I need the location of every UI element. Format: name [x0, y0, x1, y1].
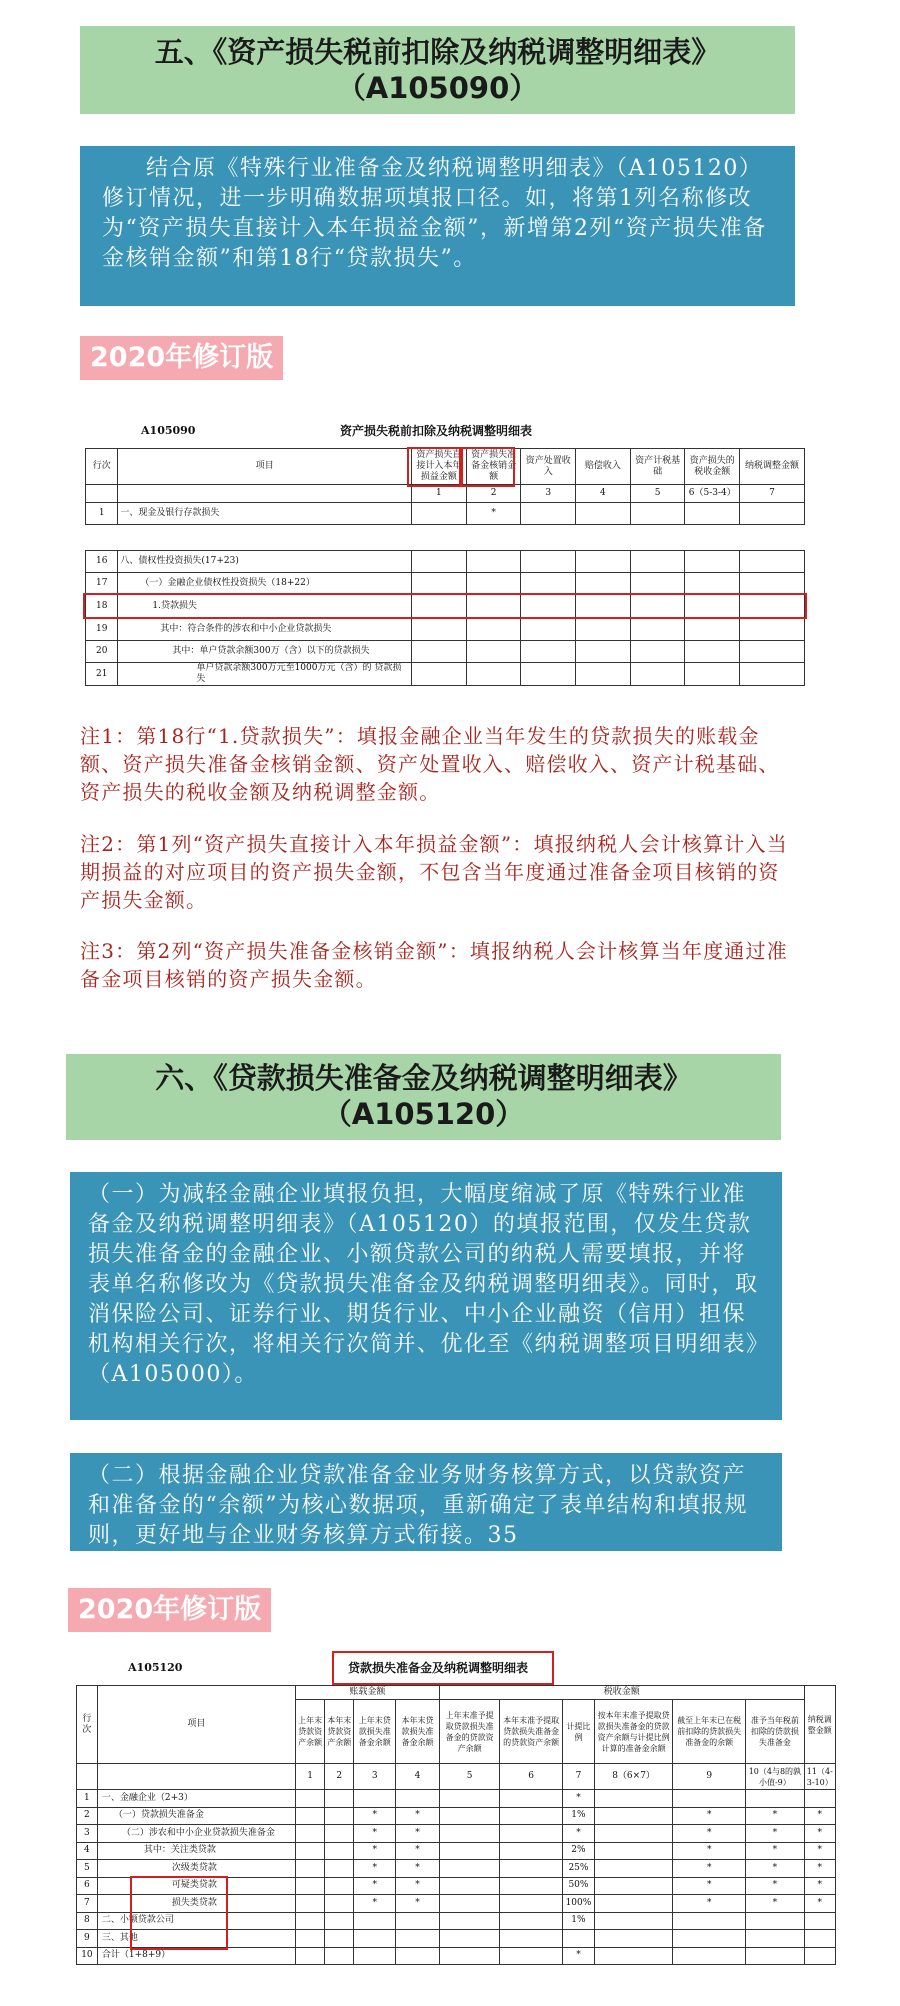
col-header-row-no: 行次	[86, 449, 118, 485]
form-a105090	[85, 420, 805, 690]
table-row: 8 二、小额贷款公司 1%	[77, 1912, 836, 1930]
col-number: 3	[521, 485, 576, 503]
table-row: 21 单户贷款余额300万元至1000万元（含）的 贷款损失	[86, 663, 805, 686]
form-a105120-title: 贷款损失准备金及纳税调整明细表	[348, 1661, 529, 1675]
group-header-book: 账载金额	[296, 1686, 440, 1700]
section6-revision-tag: 2020年修订版	[68, 1588, 271, 1632]
section6-title-banner	[66, 1054, 781, 1140]
col-header-3: 资产处置收入	[521, 449, 576, 485]
table-row: 6 可疑类贷款 * * 50% * * *	[77, 1877, 836, 1895]
highlight-col2	[461, 447, 515, 487]
table-row: 20 其中：单户贷款余额300万（含）以下的贷款损失	[86, 641, 805, 663]
note-3: 注3：第2列“资产损失准备金核销金额”：填报纳税人会计核算当年度通过准备金项目核销的资产损失金额。	[80, 939, 788, 991]
form-a105090-code: A105090	[141, 424, 196, 437]
highlight-col1	[407, 447, 461, 487]
table-row: 1 一、现金及银行存款损失 *	[86, 503, 805, 525]
col-number: 5	[630, 485, 685, 503]
table-row: 4 其中：关注类贷款 * * 2% * * *	[77, 1842, 836, 1860]
section5-title: 五、《资产损失税前扣除及纳税调整明细表》	[154, 35, 721, 69]
table-row: 17 （一）金融企业债权性投资损失（18+22）	[86, 573, 805, 595]
col-header-row-no: 行次	[77, 1686, 98, 1764]
note-2: 注2：第1列“资产损失直接计入本年损益金额”：填报纳税人会计核算计入当期损益的对应项目的资产损失金额，不包含当年度通过准备金项目核销的资产损失金额。	[80, 832, 788, 912]
form-a105120-code: A105120	[128, 1661, 183, 1674]
form-a105120-table: 行次 项目 账载金额 税收金额 纳税调整金额 上年末贷款资产余额 本年末贷款资产余额 上年末贷款损失准备金余额 本年末贷款损失准备金余额 上年末准予提取贷款损失准备金的贷款资产余额 本年末准予提取贷款损失准备金的贷款资产余额 计提比例 按本年末准予提取贷款损失准备金的贷款资产余额与计提比例计算的准备金余额 截至上年末已在税前扣除的贷款损失准备金的余额 准予当年税前扣除的贷款损失准备金 1 2 3 4 5 6 7 8（6×7） 9 10（4与8的孰小值-9） 11（4-3-10） 1 一、金融企业（2+3） * 2 （一）贷款损失准备金 * * 1% * * * 3 （二）涉农和中小企业贷款损失准备金 * * * * * * 4 其中：关注类贷款 * * 2% * * * 5 次级类贷款 * * 25% * * * 6 可疑类贷款 * * 50% * * * 7 损失类贷款 * * 100% * * * 8 二、小额贷款公司 1% 9 三、其他 10 合计（1+8+9） *	[76, 1685, 836, 1965]
section5-code: （A105090）	[336, 71, 539, 105]
section5-revision-tag: 2020年修订版	[80, 336, 283, 380]
section6-code: （A105120）	[322, 1097, 525, 1131]
col-header-7: 纳税调整金额	[740, 449, 805, 485]
col-number: 1	[412, 485, 467, 503]
table-row: 3 （二）涉农和中小企业贷款损失准备金 * * * * * *	[77, 1825, 836, 1843]
section6-para1-box	[70, 1172, 782, 1420]
form-a105090-title: 资产损失税前扣除及纳税调整明细表	[340, 424, 533, 438]
col-header-2: 资产损失准备金核销金额	[466, 449, 521, 485]
table-row: 7 损失类贷款 * * 100% * * *	[77, 1895, 836, 1913]
section5-title-banner	[80, 26, 795, 114]
table-row: 5 次级类贷款 * * 25% * * *	[77, 1860, 836, 1878]
col-header-5: 资产计税基础	[630, 449, 685, 485]
col-header-4: 赔偿收入	[576, 449, 631, 485]
col-header-1: 资产损失直接计入本年损益金额	[412, 449, 467, 485]
table-row: 9 三、其他	[77, 1930, 836, 1948]
section6-para1-text: （一）为减轻金融企业填报负担，大幅度缩减了原《特殊行业准备金及纳税调整明细表》（A105120）的填报范围，仅发生贷款损失准备金的金融企业、小额贷款公司的纳税人需要填报，并将表单名称修改为《贷款损失准备金及纳税调整明细表》。同时，取消保险公司、证券行业、期货行业、中小企业融资（信用）担保机构相关行次，将相关行次简并、优化至《纳税调整项目明细表》（A105000）。	[88, 1182, 759, 1387]
section5-intro-text: 结合原《特殊行业准备金及纳税调整明细表》（A105120）修订情况，进一步明确数据项填报口径。如，将第1列名称修改为“资产损失直接计入本年损益金额”，新增第2列“资产损失准备金核销金额”和第18行“贷款损失”。	[102, 156, 767, 271]
highlight-row18	[83, 593, 807, 619]
col-number: 2	[466, 485, 521, 503]
table-row: 1 一、金融企业（2+3） *	[77, 1790, 836, 1808]
form-a105120	[76, 1645, 836, 1991]
group-header-tax: 税收金额	[439, 1686, 804, 1700]
section5-intro-box	[80, 146, 795, 306]
col-number: 4	[576, 485, 631, 503]
table-row: 16 八、债权性投资损失(17+23)	[86, 551, 805, 573]
table-row: 18 1.贷款损失	[86, 595, 805, 619]
col-number: 7	[740, 485, 805, 503]
col-number: 6（5-3-4）	[685, 485, 740, 503]
col-header-item: 项目	[97, 1686, 295, 1764]
highlight-rows-4-7	[130, 1876, 228, 1950]
section6-title: 六、《贷款损失准备金及纳税调整明细表》	[155, 1061, 692, 1095]
section6-para2-text: （二）根据金融企业贷款准备金业务财务核算方式，以贷款资产和准备金的“余额”为核心数据项，重新确定了表单结构和填报规则，更好地与企业财务核算方式衔接。35	[88, 1463, 748, 1548]
table-row: 19 其中：符合条件的涉农和中小企业贷款损失	[86, 619, 805, 641]
highlight-form-title	[332, 1651, 554, 1685]
col-header-11: 纳税调整金额	[804, 1686, 835, 1764]
col-header-6: 资产损失的税收金额	[685, 449, 740, 485]
table-row: 2 （一）贷款损失准备金 * * 1% * * *	[77, 1807, 836, 1825]
col-header-item: 项目	[118, 449, 412, 485]
table-row: 10 合计（1+8+9） *	[77, 1947, 836, 1965]
note-1: 注1：第18行“1.贷款损失”：填报金融企业当年发生的贷款损失的账载金额、资产损失准备金核销金额、资产处置收入、赔偿收入、资产计税基础、资产损失的税收金额及纳税调整金额。	[80, 724, 780, 804]
section6-para2-box	[70, 1453, 782, 1551]
